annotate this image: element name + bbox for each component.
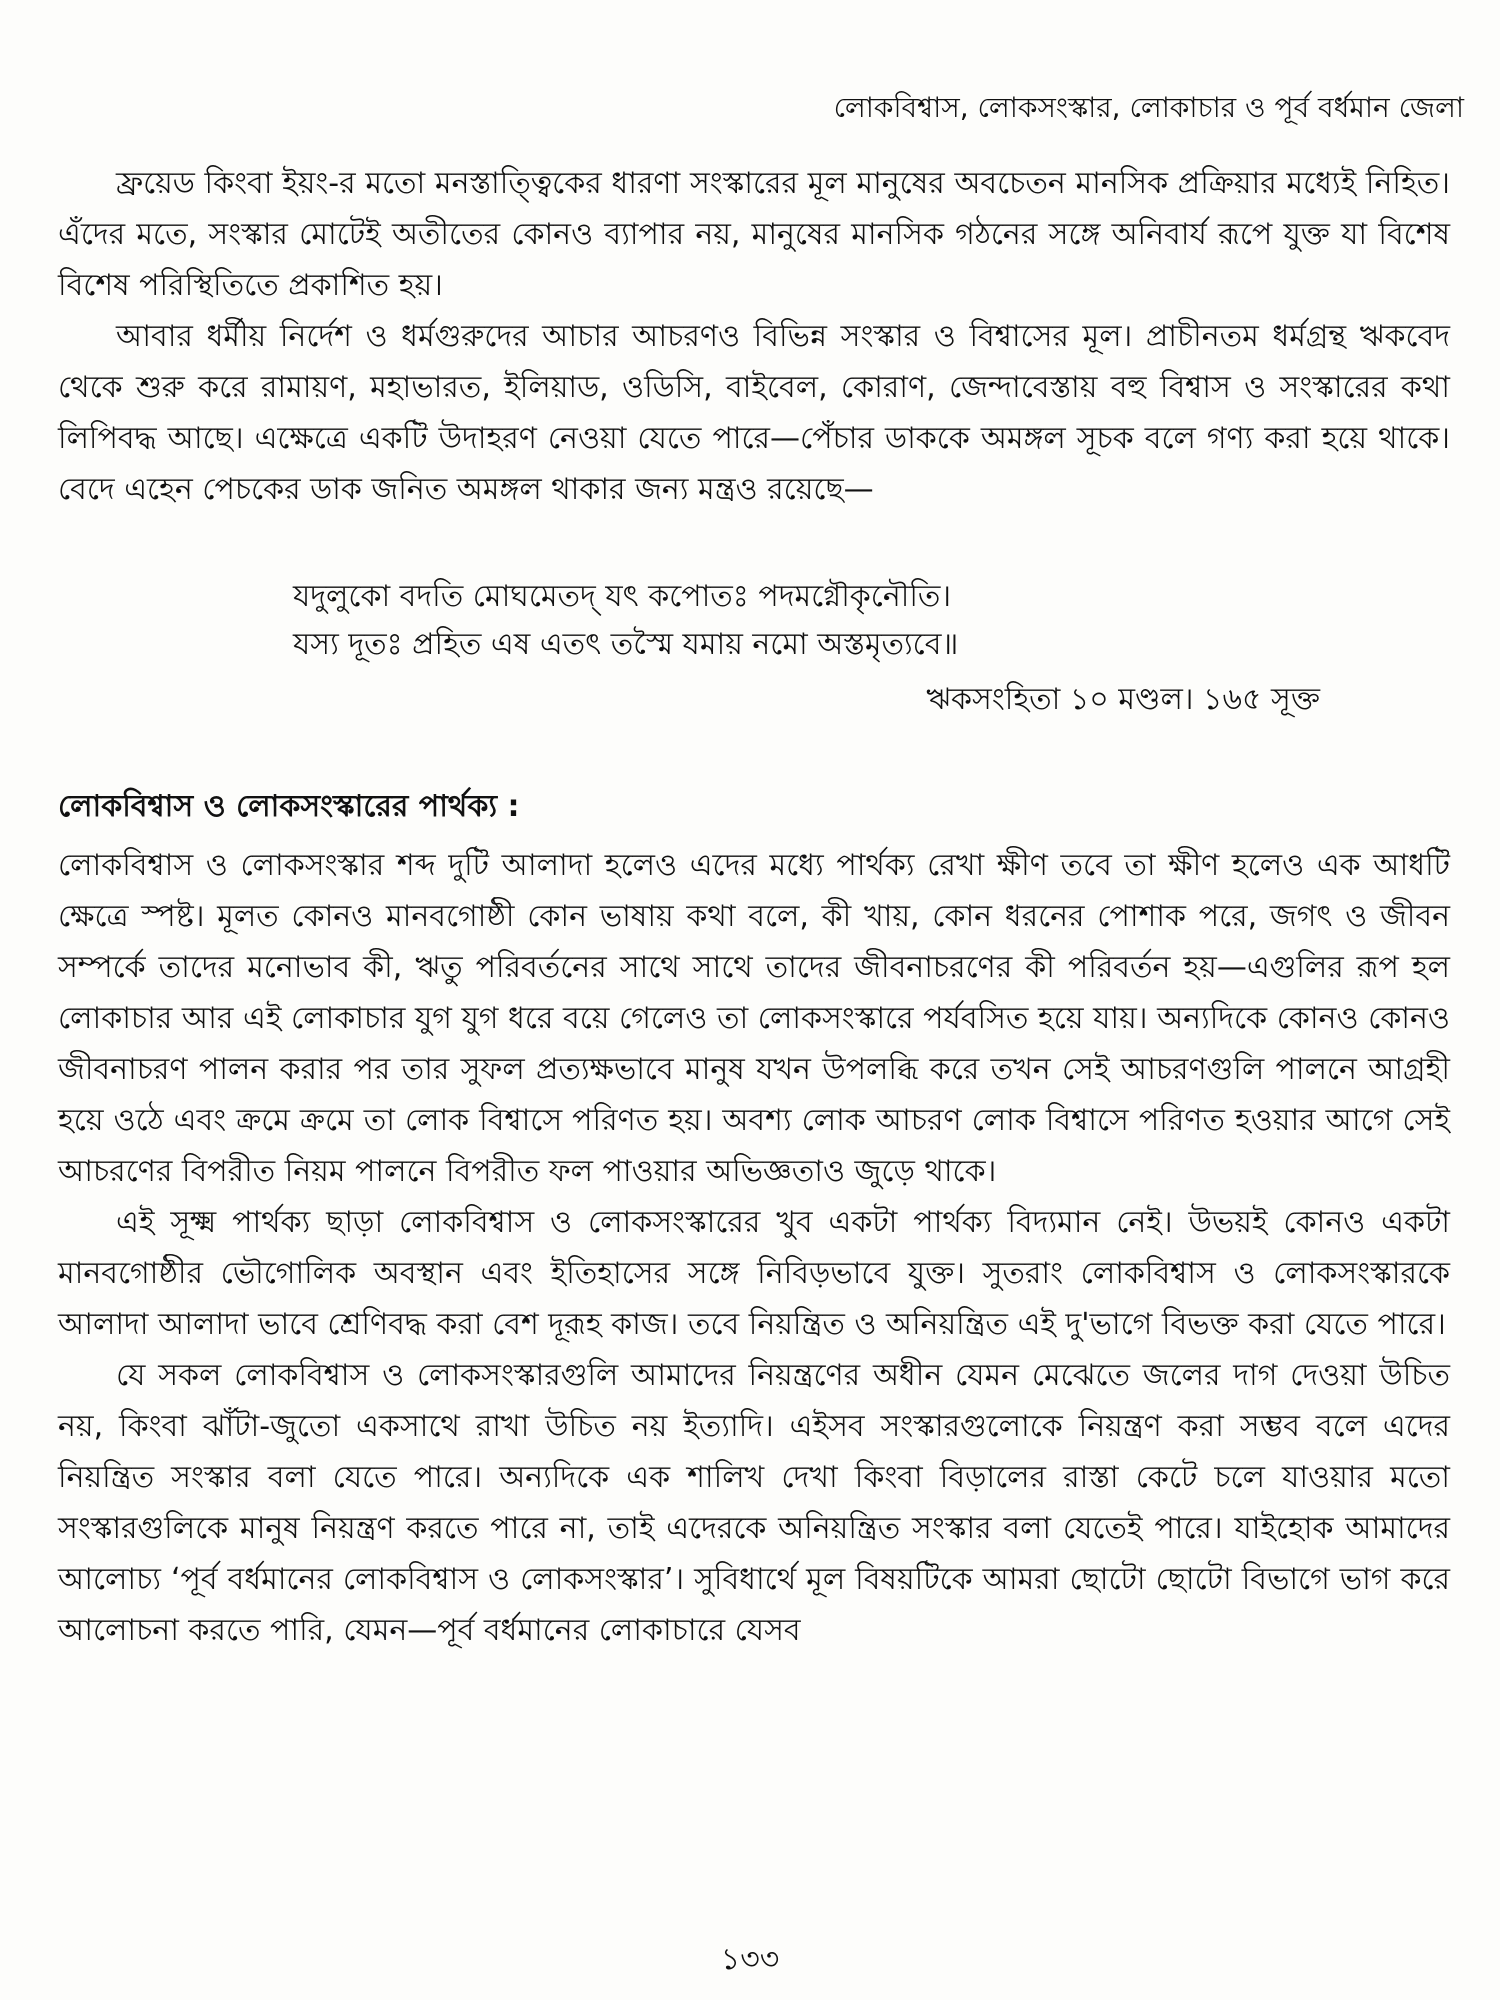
- page-number: ১৩৩: [720, 1942, 780, 1977]
- paragraph-freud-jung: ফ্রয়েড কিংবা ইয়ং-র মতো মনস্তাত্ত্বিকের ধারণা সংস্কারের মূল মানুষের অবচেতন মানসিক প্রক্রিয়ার মধ্যেই নিহিত। এঁদের মতে, সংস্কার মোটেই অতীতের কোনও ব্যাপার নয়, মানুষের মানসিক গঠনের সঙ্গে অনিবার্য রূপে যুক্ত যা বিশেষ বিশেষ পরিস্থিতিতে প্রকাশিত হয়।: [58, 166, 1450, 303]
- verse-line-1: যদুলুকো বদতি মোঘমেতদ্ যৎ কপোতঃ পদমগ্নৌকৃনৌতি।: [293, 579, 952, 614]
- paragraph-difference: লোকবিশ্বাস ও লোকসংস্কার শব্দ দুটি আলাদা হলেও এদের মধ্যে পার্থক্য রেখা ক্ষীণ তবে তা ক্ষীণ হলেও এক আধটি ক্ষেত্রে স্পষ্ট। মূলত কোনও মানবগোষ্ঠী কোন ভাষায় কথা বলে, কী খায়, কোন ধরনের পোশাক পরে, জগৎ ও জীবন সম্পর্কে তাদের মনোভাব কী, ঋতু পরিবর্তনের সাথে সাথে তাদের জীবনাচরণের কী পরিবর্তন হয়—এগুলির রূপ হল লোকাচার আর এই লোকাচার যুগ যুগ ধরে বয়ে গেলেও তা লোকসংস্কারে পর্যবসিত হয়ে যায়। অন্যদিকে কোনও কোনও জীবনাচরণ পালন করার পর তার সুফল প্রত্যক্ষভাবে মানুষ যখন উপলব্ধি করে তখন সেই আচরণগুলি পালনে আগ্রহী হয়ে ওঠে এবং ক্রমে ক্রমে তা লোক বিশ্বাসে পরিণত হয়। অবশ্য লোক আচরণ লোক বিশ্বাসে পরিণত হওয়ার আগে সেই আচরণের বিপরীত নিয়ম পালনে বিপরীত ফল পাওয়ার অভিজ্ঞতাও জুড়ে থাকে।: [58, 848, 1450, 1189]
- intro-text-block: [58, 158, 1450, 515]
- paragraph-subtle-difference: এই সূক্ষ্ম পার্থক্য ছাড়া লোকবিশ্বাস ও লোকসংস্কারের খুব একটা পার্থক্য বিদ্যমান নেই। উভয়ই কোনও একটা মানবগোষ্ঠীর ভৌগোলিক অবস্থান এবং ইতিহাসের সঙ্গে নিবিড়ভাবে যুক্ত। সুতরাং লোকবিশ্বাস ও লোকসংস্কারকে আলাদা আলাদা ভাবে শ্রেণিবদ্ধ করা বেশ দূরূহ কাজ। তবে নিয়ন্ত্রিত ও অনিয়ন্ত্রিত এই দু'ভাগে বিভক্ত করা যেতে পারে।: [58, 1205, 1450, 1342]
- paragraph-controlled-uncontrolled: যে সকল লোকবিশ্বাস ও লোকসংস্কারগুলি আমাদের নিয়ন্ত্রণের অধীন যেমন মেঝেতে জলের দাগ দেওয়া উচিত নয়, কিংবা ঝাঁটা-জুতো একসাথে রাখা উচিত নয় ইত্যাদি। এইসব সংস্কারগুলোকে নিয়ন্ত্রণ করা সম্ভব বলে এদের নিয়ন্ত্রিত সংস্কার বলা যেতে পারে। অন্যদিকে এক শালিখ দেখা কিংবা বিড়ালের রাস্তা কেটে চলে যাওয়ার মতো সংস্কারগুলিকে মানুষ নিয়ন্ত্রণ করতে পারে না, তাই এদেরকে অনিয়ন্ত্রিত সংস্কার বলা যেতেই পারে। যাইহোক আমাদের আলোচ্য ‘পূর্ব বর্ধমানের লোকবিশ্বাস ও লোকসংস্কার’। সুবিধার্থে মূল বিষয়টিকে আমরা ছোটো ছোটো বিভাগে ভাগ করে আলোচনা করতে পারি, যেমন—পূর্ব বর্ধমানের লোকাচারে যেসব: [58, 1358, 1450, 1648]
- verse-line-2: যস্য দূতঃ প্রহিত এষ এতৎ তস্মৈ যমায় নমো অস্তমৃত্যবে॥: [293, 627, 959, 662]
- section-heading: লোকবিশ্বাস ও লোকসংস্কারের পার্থক্য :: [58, 789, 520, 824]
- running-header: লোকবিশ্বাস, লোকসংস্কার, লোকাচার ও পূর্ব বর্ধমান জেলা: [833, 91, 1464, 124]
- sanskrit-verse: [293, 573, 1443, 669]
- paragraph-religious-origins: আবার ধর্মীয় নির্দেশ ও ধর্মগুরুদের আচার আচরণও বিভিন্ন সংস্কার ও বিশ্বাসের মূল। প্রাচীনতম ধর্মগ্রন্থ ঋকবেদ থেকে শুরু করে রামায়ণ, মহাভারত, ইলিয়াড, ওডিসি, বাইবেল, কোরাণ, জেন্দাবেস্তায় বহু বিশ্বাস ও সংস্কারের কথা লিপিবদ্ধ আছে। এক্ষেত্রে একটি উদাহরণ নেওয়া যেতে পারে—পেঁচার ডাককে অমঙ্গল সূচক বলে গণ্য করা হয়ে থাকে। বেদে এহেন পেচকের ডাক জনিত অমঙ্গল থাকার জন্য মন্ত্রও রয়েছে—: [58, 319, 1450, 507]
- section-text-block: [58, 840, 1450, 1656]
- verse-citation: ঋকসংহিতা ১০ মণ্ডল। ১৬৫ সূক্ত: [926, 682, 1320, 717]
